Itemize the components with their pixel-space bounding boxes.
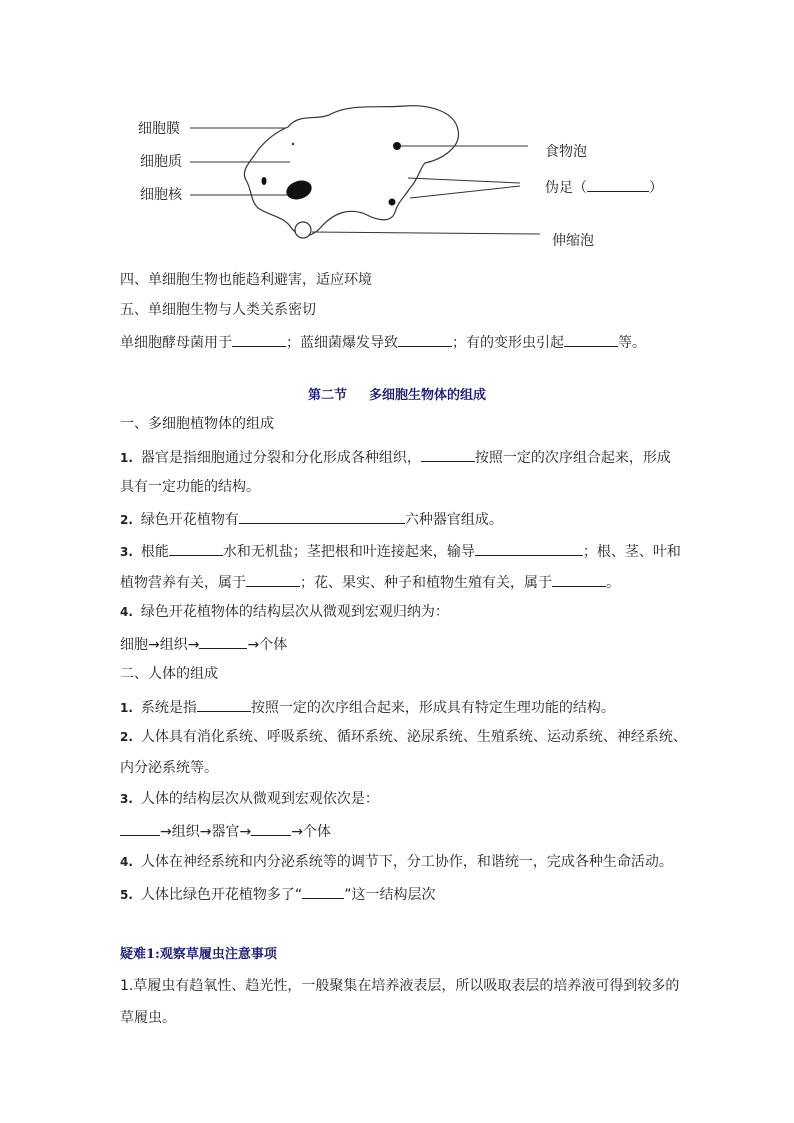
- plants-q2: 2. 绿色开花植物有 六种器官组成。: [120, 508, 503, 530]
- human-q4: 4. 人体在神经系统和内分泌系统等的调节下，分工协作，和谐统一，完成各种生命活动。: [120, 854, 673, 870]
- relation-line: 单细胞酵母菌用于 ；蓝细菌爆发导致 ；有的变形虫引起 等。: [120, 331, 646, 353]
- blank-root-absorb[interactable]: [169, 540, 223, 556]
- blank-plant-level[interactable]: [199, 633, 247, 649]
- label-food-vacuole: 食物泡: [545, 144, 587, 160]
- plants-q3-cont: 植物营养有关，属于 ；花、果实、种子和植物生殖有关，属于 。: [120, 571, 620, 593]
- label-nucleus: 细胞核: [140, 187, 182, 203]
- human-q3: 3. 人体的结构层次从微观到宏观依次是：: [120, 791, 379, 807]
- blank-six-organs[interactable]: [239, 508, 405, 524]
- plants-q4: 4. 绿色开花植物体的结构层次从微观到宏观归纳为：: [120, 604, 449, 620]
- section-4-heading: 四、单细胞生物也能趋利避害，适应环境: [120, 272, 372, 288]
- blank-stem-transport[interactable]: [475, 540, 583, 556]
- plants-chain: 细胞→组织→ →个体: [120, 633, 287, 655]
- blank-organ-tissue[interactable]: [421, 446, 475, 462]
- difficulty-text-cont: 草履虫。: [120, 1010, 176, 1026]
- human-q2-cont: 内分泌系统等。: [120, 760, 218, 776]
- label-cytoplasm: 细胞质: [140, 154, 182, 170]
- food-vacuole-shape-2: [389, 199, 396, 206]
- blank-nutrient-organs[interactable]: [246, 571, 300, 587]
- blank-system-organs[interactable]: [197, 696, 251, 712]
- human-q1: 1. 系统是指 按照一定的次序组合起来，形成具有特定生理功能的结构。: [120, 696, 615, 718]
- human-q2: 2. 人体具有消化系统、呼吸系统、循环系统、泌尿系统、生殖系统、运动系统、神经系统、: [120, 729, 687, 745]
- human-heading: 二、人体的组成: [120, 666, 218, 682]
- blank-amoeba-disease[interactable]: [564, 331, 618, 347]
- label-pseudopod: 伪足（ ）: [545, 176, 663, 197]
- plants-heading: 一、多细胞植物体的组成: [120, 416, 274, 432]
- blank-yeast-use[interactable]: [232, 331, 286, 347]
- blank-human-level-1[interactable]: [120, 820, 160, 836]
- small-vacuole-shape: [262, 177, 267, 185]
- plants-q3: 3. 根能 水和无机盐；茎把根和叶连接起来，输导 ；根、茎、叶和: [120, 540, 681, 562]
- food-vacuole-shape: [393, 142, 401, 150]
- human-q5: 5. 人体比绿色开花植物多了“ ”这一结构层次: [120, 883, 435, 905]
- blank-reproductive-organs[interactable]: [552, 571, 606, 587]
- amoeba-outline: [244, 106, 458, 236]
- blank-human-level-2[interactable]: [251, 820, 291, 836]
- blank-pseudopod[interactable]: [587, 176, 649, 192]
- plants-q1: 1. 器官是指细胞通过分裂和分化形成各种组织， 按照一定的次序组合起来，形成: [120, 446, 671, 468]
- blank-human-extra-level[interactable]: [302, 883, 344, 899]
- chapter-heading: 第二节 多细胞生物体的组成: [307, 388, 487, 403]
- difficulty-heading: 疑难1:观察草履虫注意事项: [120, 947, 277, 962]
- blank-cyanobacteria[interactable]: [398, 331, 452, 347]
- plants-q1-cont: 具有一定功能的结构。: [120, 479, 260, 495]
- human-chain: →组织→器官→ →个体: [120, 820, 331, 842]
- label-contractile-vacuole: 伸缩泡: [552, 233, 594, 249]
- section-5-heading: 五、单细胞生物与人类关系密切: [120, 302, 316, 318]
- label-cell-membrane: 细胞膜: [138, 121, 180, 137]
- nucleus-shape: [284, 177, 314, 202]
- difficulty-text: 1.草履虫有趋氧性、趋光性，一般聚集在培养液表层，所以吸取表层的培养液可得到较多的: [120, 978, 680, 994]
- contractile-vacuole-shape: [295, 222, 311, 238]
